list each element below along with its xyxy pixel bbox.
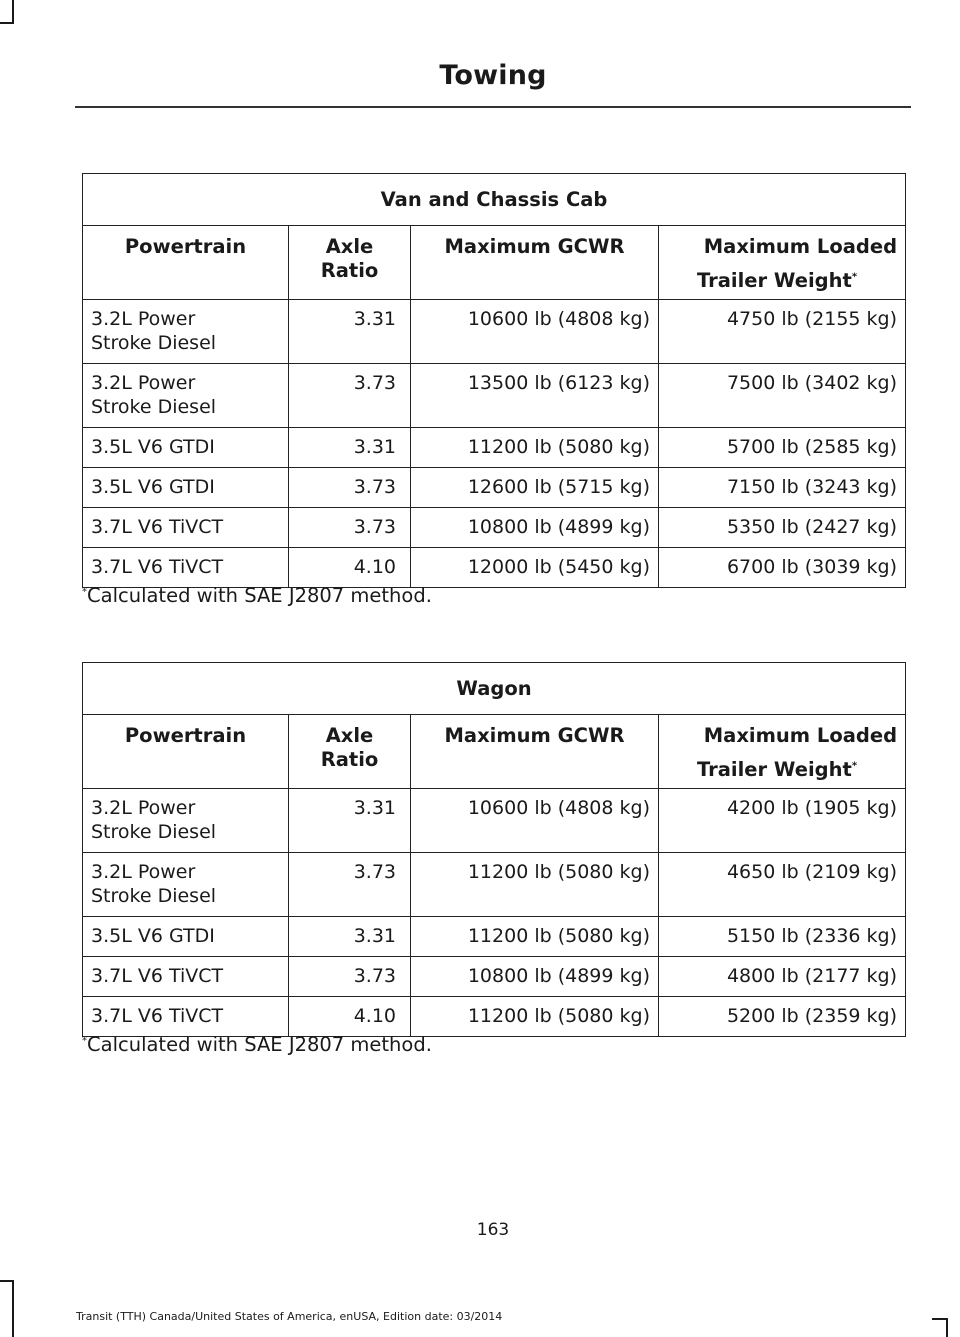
gcwr-cell: 11200 lb (5080 kg): [411, 428, 659, 468]
table-footnote: *Calculated with SAE J2807 method.: [82, 1033, 432, 1056]
trailer-weight-cell: 5350 lb (2427 kg): [659, 508, 906, 548]
table-row: [83, 364, 906, 428]
gcwr-cell: 10800 lb (4899 kg): [411, 957, 659, 997]
trailer-weight-cell: 4200 lb (1905 kg): [659, 789, 906, 853]
page-number: 163: [476, 1220, 510, 1240]
axle-ratio-cell: 4.10: [289, 997, 411, 1037]
table-row: [83, 428, 906, 468]
column-header-max-trailer-weight: Maximum Loaded Trailer Weight*: [659, 715, 906, 789]
axle-ratio-cell: 3.31: [289, 300, 411, 364]
axle-ratio-cell: 3.73: [289, 468, 411, 508]
gcwr-cell: 10800 lb (4899 kg): [411, 508, 659, 548]
powertrain-cell: 3.5L V6 GTDI: [83, 917, 289, 957]
powertrain-cell: 3.5L V6 GTDI: [83, 468, 289, 508]
column-header-axle-ratio: Axle Ratio: [289, 226, 411, 300]
table-row: [83, 997, 906, 1037]
trailer-weight-cell: 7500 lb (3402 kg): [659, 364, 906, 428]
axle-ratio-cell: 3.73: [289, 364, 411, 428]
gcwr-cell: 10600 lb (4808 kg): [411, 789, 659, 853]
column-header-max-gcwr: Maximum GCWR: [411, 226, 659, 300]
gcwr-cell: 11200 lb (5080 kg): [411, 917, 659, 957]
crop-mark: [0, 22, 14, 24]
table-row: [83, 853, 906, 917]
crop-mark: [12, 1280, 14, 1337]
table-row: [83, 300, 906, 364]
column-header-axle-ratio: Axle Ratio: [289, 715, 411, 789]
table-row: [83, 548, 906, 588]
gcwr-cell: 12000 lb (5450 kg): [411, 548, 659, 588]
gcwr-cell: 13500 lb (6123 kg): [411, 364, 659, 428]
powertrain-cell: 3.7L V6 TiVCT: [83, 957, 289, 997]
trailer-weight-cell: 4650 lb (2109 kg): [659, 853, 906, 917]
gcwr-cell: 10600 lb (4808 kg): [411, 300, 659, 364]
axle-ratio-cell: 3.73: [289, 508, 411, 548]
powertrain-cell: 3.7L V6 TiVCT: [83, 548, 289, 588]
crop-mark: [946, 1318, 948, 1337]
axle-ratio-cell: 3.73: [289, 853, 411, 917]
trailer-weight-cell: 5200 lb (2359 kg): [659, 997, 906, 1037]
powertrain-cell: 3.2L Power Stroke Diesel: [83, 300, 289, 364]
table-caption: Van and Chassis Cab: [83, 174, 906, 226]
powertrain-cell: 3.5L V6 GTDI: [83, 428, 289, 468]
trailer-weight-cell: 5150 lb (2336 kg): [659, 917, 906, 957]
axle-ratio-cell: 3.31: [289, 428, 411, 468]
towing-table-van: [82, 173, 906, 588]
trailer-weight-cell: 5700 lb (2585 kg): [659, 428, 906, 468]
axle-ratio-cell: 3.73: [289, 957, 411, 997]
header-divider: [75, 106, 911, 108]
column-header-powertrain: Powertrain: [83, 226, 289, 300]
trailer-weight-cell: 7150 lb (3243 kg): [659, 468, 906, 508]
table-row: [83, 957, 906, 997]
towing-table-wagon: [82, 662, 906, 1037]
gcwr-cell: 11200 lb (5080 kg): [411, 997, 659, 1037]
crop-mark: [932, 1318, 948, 1320]
column-header-max-trailer-weight: Maximum Loaded Trailer Weight*: [659, 226, 906, 300]
table-caption: Wagon: [83, 663, 906, 715]
powertrain-cell: 3.7L V6 TiVCT: [83, 997, 289, 1037]
page-title: Towing: [439, 60, 547, 91]
axle-ratio-cell: 3.31: [289, 917, 411, 957]
powertrain-cell: 3.2L Power Stroke Diesel: [83, 364, 289, 428]
crop-mark: [12, 0, 14, 24]
table-row: [83, 508, 906, 548]
powertrain-cell: 3.2L Power Stroke Diesel: [83, 789, 289, 853]
trailer-weight-cell: 4800 lb (2177 kg): [659, 957, 906, 997]
powertrain-cell: 3.2L Power Stroke Diesel: [83, 853, 289, 917]
axle-ratio-cell: 3.31: [289, 789, 411, 853]
crop-mark: [0, 1280, 14, 1282]
gcwr-cell: 12600 lb (5715 kg): [411, 468, 659, 508]
gcwr-cell: 11200 lb (5080 kg): [411, 853, 659, 917]
trailer-weight-cell: 6700 lb (3039 kg): [659, 548, 906, 588]
table-row: [83, 468, 906, 508]
table-row: [83, 789, 906, 853]
edition-footer: Transit (TTH) Canada/United States of America, enUSA, Edition date: 03/2014: [76, 1310, 503, 1323]
trailer-weight-cell: 4750 lb (2155 kg): [659, 300, 906, 364]
table-row: [83, 917, 906, 957]
axle-ratio-cell: 4.10: [289, 548, 411, 588]
powertrain-cell: 3.7L V6 TiVCT: [83, 508, 289, 548]
column-header-powertrain: Powertrain: [83, 715, 289, 789]
column-header-max-gcwr: Maximum GCWR: [411, 715, 659, 789]
table-footnote: *Calculated with SAE J2807 method.: [82, 584, 432, 607]
